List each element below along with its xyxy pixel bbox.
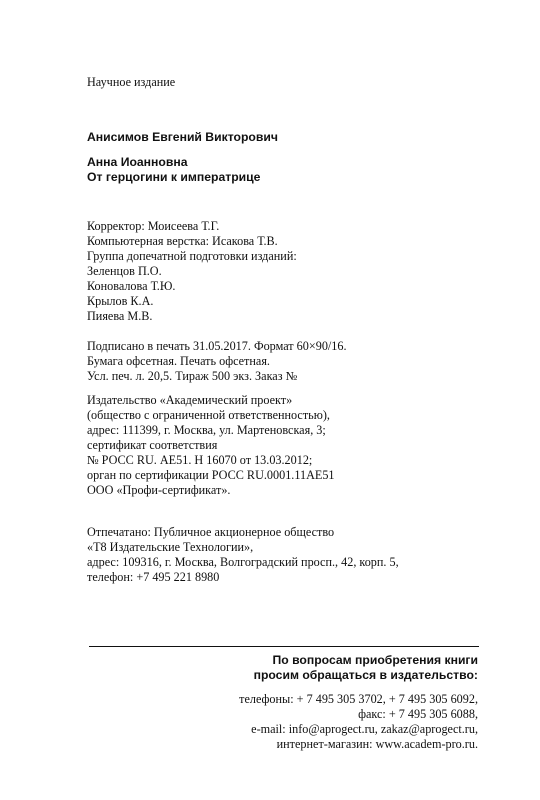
- publisher-line: Издательство «Академический проект»: [87, 393, 293, 407]
- print-info-line: Бумага офсетная. Печать офсетная.: [87, 354, 270, 368]
- publisher-line: ООО «Профи-сертификат».: [87, 483, 231, 497]
- printer-line: телефон: +7 495 221 8980: [87, 570, 220, 584]
- purchase-heading-line: По вопросам приобретения книги: [272, 653, 478, 667]
- title-line-1: Анна Иоанновна: [87, 155, 188, 169]
- contact-phones: телефоны: + 7 495 305 3702, + 7 495 305 6092,: [239, 692, 478, 706]
- credit-line: Компьютерная верстка: Исакова Т.В.: [87, 234, 278, 248]
- printer-line: Отпечатано: Публичное акционерное общество: [87, 525, 335, 539]
- author-name: Анисимов Евгений Викторович: [87, 130, 278, 144]
- credit-line: Корректор: Моисеева Т.Г.: [87, 219, 220, 233]
- divider-rule: [89, 646, 479, 647]
- contact-fax: факс: + 7 495 305 6088,: [358, 707, 478, 721]
- series-label: Научное издание: [87, 75, 176, 89]
- publisher-line: (общество с ограниченной ответственностью),: [87, 408, 330, 422]
- publisher-line: сертификат соответствия: [87, 438, 218, 452]
- publisher-line: адрес: 111399, г. Москва, ул. Мартеновская, 3;: [87, 423, 326, 437]
- contact-webshop: интернет-магазин: www.academ-pro.ru.: [276, 737, 478, 751]
- credit-line: Группа допечатной подготовки изданий:: [87, 249, 297, 263]
- credit-line: Коновалова Т.Ю.: [87, 279, 176, 293]
- print-info-line: Усл. печ. л. 20,5. Тираж 500 экз. Заказ №: [87, 369, 298, 383]
- publisher-line: № РОСС RU. АЕ51. Н 16070 от 13.03.2012;: [87, 453, 313, 467]
- printer-line: «Т8 Издательские Технологии»,: [87, 540, 254, 554]
- credit-line: Крылов К.А.: [87, 294, 154, 308]
- credit-line: Зеленцов П.О.: [87, 264, 162, 278]
- title-line-2: От герцогини к императрице: [87, 170, 261, 184]
- printer-line: адрес: 109316, г. Москва, Волгоградский просп., 42, корп. 5,: [87, 555, 399, 569]
- print-info-line: Подписано в печать 31.05.2017. Формат 60×90/16.: [87, 339, 347, 353]
- contact-email: e-mail: info@aprogect.ru, zakaz@aprogect.ru,: [251, 722, 478, 736]
- publisher-line: орган по сертификации РОСС RU.0001.11АЕ51: [87, 468, 335, 482]
- credit-line: Пияева М.В.: [87, 309, 153, 323]
- purchase-heading-line: просим обращаться в издательство:: [253, 668, 478, 682]
